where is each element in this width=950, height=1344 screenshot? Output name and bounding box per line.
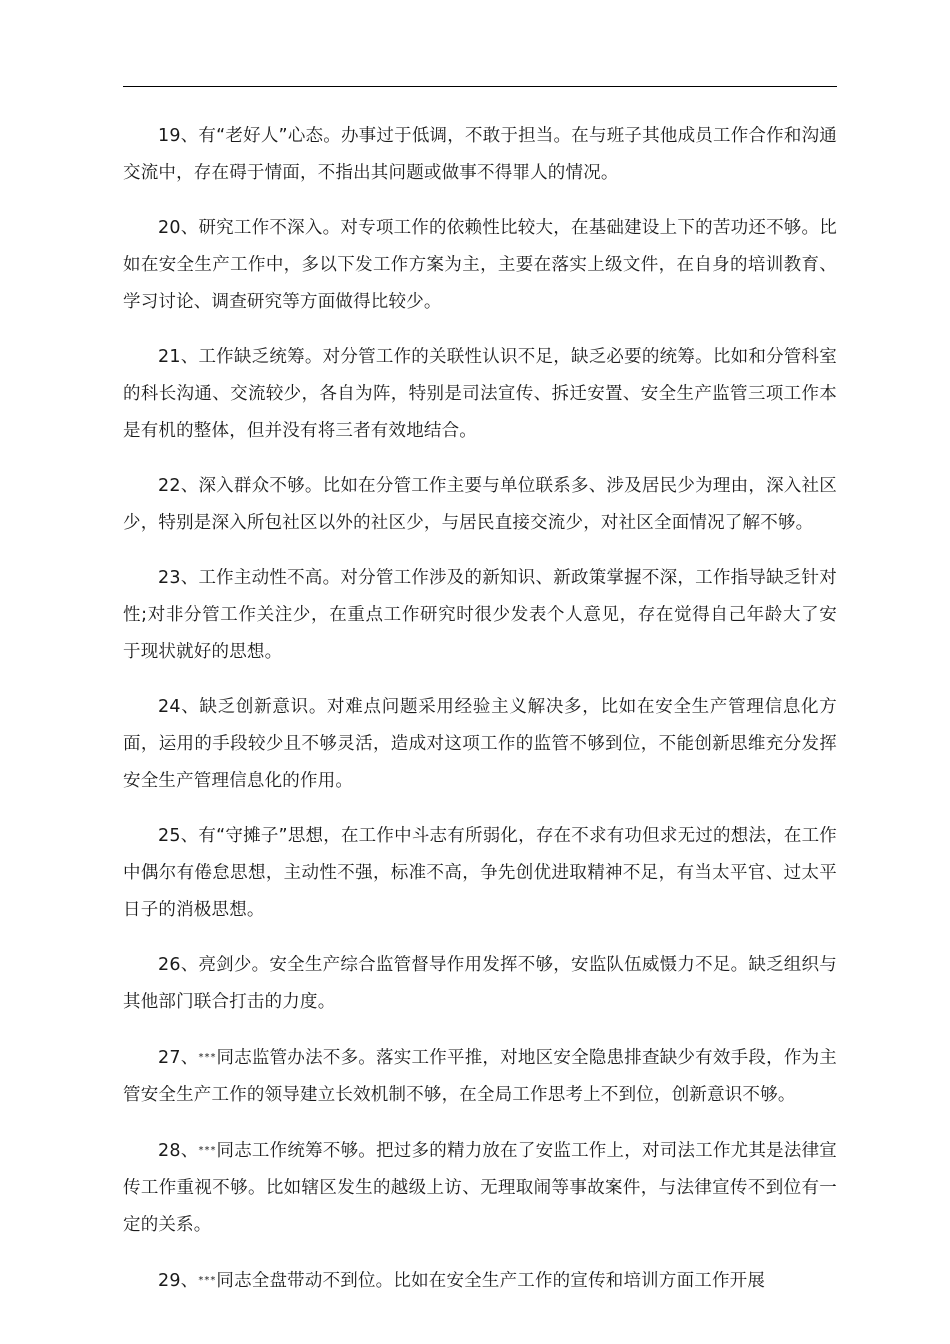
paragraph-25: 25、有“守摊子”思想，在工作中斗志有所弱化，存在不求有功但求无过的想法，在工作中偶尔有倦怠思想，主动性不强，标准不高，争先创优进取精神不足，有当太平官、过太平日子的消极思想。 <box>123 826 837 920</box>
paragraph-29 <box>123 1262 837 1300</box>
paragraph-number: 28、 <box>158 1141 199 1161</box>
paragraph-26: 26、亮剑少。安全生产综合监管督导作用发挥不够，安监队伍威慑力不足。缺乏组织与其他部门联合打击的力度。 <box>123 955 837 1012</box>
paragraph-21: 21、工作缺乏统筹。对分管工作的关联性认识不足，缺乏必要的统筹。比如和分管科室的科长沟通、交流较少，各自为阵，特别是司法宣传、拆迁安置、安全生产监管三项工作本是有机的整体，但并没有将三者有效地结合。 <box>123 347 837 441</box>
paragraph-20: 20、研究工作不深入。对专项工作的依赖性比较大，在基础建设上下的苦功还不够。比如在安全生产工作中，多以下发工作方案为主，主要在落实上级文件，在自身的培训教育、学习讨论、调查研究等方面做得比较少。 <box>123 218 837 312</box>
paragraph-text: 同志监管办法不多。落实工作平推，对地区安全隐患排查缺少有效手段，作为主管安全生产工作的领导建立长效机制不够，在全局工作思考上不到位，创新意识不够。 <box>123 1048 837 1105</box>
paragraph-19: 19、有“老好人”心态。办事过于低调，不敢于担当。在与班子其他成员工作合作和沟通交流中，存在碍于情面，不指出其问题或做事不得罪人的情况。 <box>123 126 837 183</box>
paragraph-28 <box>123 1132 837 1244</box>
paragraph-24: 24、缺乏创新意识。对难点问题采用经验主义解决多，比如在安全生产管理信息化方面，运用的手段较少且不够灵活，造成对这项工作的监管不够到位，不能创新思维充分发挥安全生产管理信息化的作用。 <box>123 697 837 791</box>
paragraph-number: 29、 <box>158 1271 199 1291</box>
paragraph-number: 27、 <box>158 1048 199 1068</box>
paragraph-22: 22、深入群众不够。比如在分管工作主要与单位联系多、涉及居民少为理由，深入社区少，特别是深入所包社区以外的社区少，与居民直接交流少，对社区全面情况了解不够。 <box>123 476 837 533</box>
redaction-mask: *** <box>198 1275 217 1286</box>
paragraph-text: 同志全盘带动不到位。比如在安全生产工作的宣传和培训方面工作开展 <box>216 1271 766 1291</box>
redaction-mask: *** <box>198 1145 217 1156</box>
paragraph-text: 同志工作统筹不够。把过多的精力放在了安监工作上，对司法工作尤其是法律宣传工作重视不够。比如辖区发生的越级上访、无理取闹等事故案件，与法律宣传不到位有一定的关系。 <box>123 1141 837 1235</box>
document-body <box>123 118 837 1318</box>
paragraph-27 <box>123 1039 837 1114</box>
header-rule <box>123 86 837 87</box>
redaction-mask: *** <box>198 1052 217 1063</box>
paragraph-23: 23、工作主动性不高。对分管工作涉及的新知识、新政策掌握不深，工作指导缺乏针对性;对非分管工作关注少，在重点工作研究时很少发表个人意见，存在觉得自己年龄大了安于现状就好的思想。 <box>123 568 837 662</box>
